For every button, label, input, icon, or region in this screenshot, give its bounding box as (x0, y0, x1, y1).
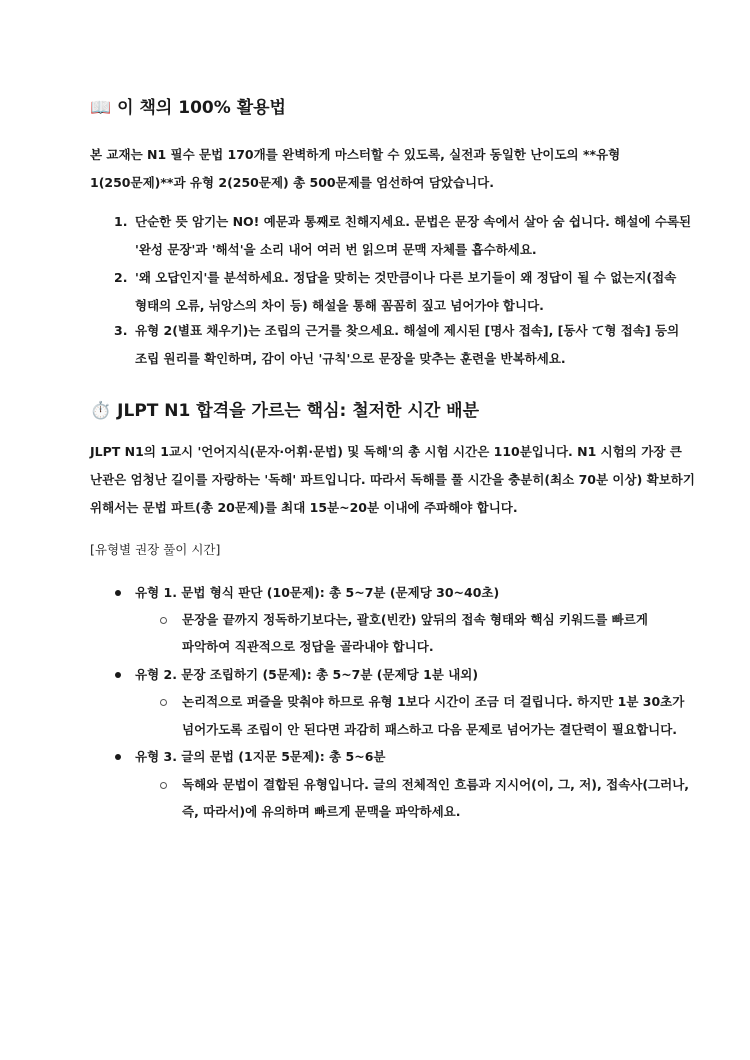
section-timing-heading (90, 400, 479, 422)
list-item-line: 단순한 뜻 암기는 NO! 예문과 통째로 친해지세요. 문법은 문장 속에서 살아 숨 쉽니다. 해설에 수록된 (135, 214, 692, 229)
sub-item-line: 파악하여 직관적으로 정답을 골라내야 합니다. (182, 639, 434, 654)
open-book-icon: 📖 (90, 98, 112, 118)
list-item-line: '왜 오답인지'를 분석하세요. 정답을 맞히는 것만큼이나 다른 보기들이 왜 정답이 될 수 없는지(접속 (135, 270, 677, 285)
circle-bullet-icon (160, 782, 167, 789)
intro-line: 1(250문제)**과 유형 2(250문제) 총 500문제를 엄선하여 담았습니다. (90, 175, 494, 190)
bullet-icon (115, 672, 121, 678)
bullet-item: 유형 3. 글의 문법 (1지문 5문제): 총 5~6분 (135, 749, 386, 764)
intro-line: JLPT N1의 1교시 '언어지식(문자·어휘·문법) 및 독해'의 총 시험 시간은 110분입니다. N1 시험의 가장 큰 (90, 444, 682, 459)
section-usage-heading (90, 97, 286, 119)
sub-item-line: 논리적으로 퍼즐을 맞춰야 하므로 유형 1보다 시간이 조금 더 걸립니다. 하지만 1분 30초가 (182, 694, 685, 709)
intro-line: 위해서는 문법 파트(총 20문제)를 최대 15분~20분 이내에 주파해야 합니다. (90, 500, 518, 515)
intro-line: 난관은 엄청난 길이를 자랑하는 '독해' 파트입니다. 따라서 독해를 풀 시간을 충분히(최소 70분 이상) 확보하기 (90, 472, 695, 487)
list-number: 3. (114, 323, 128, 338)
subheading: [유형별 권장 풀이 시간] (90, 542, 221, 557)
list-number: 2. (114, 270, 128, 285)
list-item-line: 조립 원리를 확인하며, 감이 아닌 '규칙'으로 문장을 맞추는 훈련을 반복하세요. (135, 351, 566, 366)
list-item-line: '완성 문장'과 '해석'을 소리 내어 여러 번 읽으며 문맥 자체를 흡수하세요. (135, 242, 537, 257)
sub-item-line: 독해와 문법이 결합된 유형입니다. 글의 전체적인 흐름과 지시어(이, 그, 저), 접속사(그러나, (182, 777, 690, 792)
heading-text: 이 책의 100% 활용법 (117, 98, 286, 118)
stopwatch-icon: ⏱️ (90, 401, 112, 421)
intro-line: 본 교재는 N1 필수 문법 170개를 완벽하게 마스터할 수 있도록, 실전과 동일한 난이도의 **유형 (90, 147, 621, 162)
bullet-item: 유형 1. 문법 형식 판단 (10문제): 총 5~7분 (문제당 30~40초) (135, 585, 500, 600)
sub-item-line: 즉, 따라서)에 유의하며 빠르게 문맥을 파악하세요. (182, 804, 461, 819)
circle-bullet-icon (160, 617, 167, 624)
list-number: 1. (114, 214, 128, 229)
bullet-icon (115, 590, 121, 596)
sub-item-line: 문장을 끝까지 정독하기보다는, 괄호(빈칸) 앞뒤의 접속 형태와 핵심 키워드를 빠르게 (182, 612, 648, 627)
list-item-line: 형태의 오류, 뉘앙스의 차이 등) 해설을 통해 꼼꼼히 짚고 넘어가야 합니다. (135, 298, 544, 313)
bullet-icon (115, 754, 121, 760)
circle-bullet-icon (160, 699, 167, 706)
bullet-item: 유형 2. 문장 조립하기 (5문제): 총 5~7분 (문제당 1분 내외) (135, 667, 479, 682)
list-item-line: 유형 2(별표 채우기)는 조립의 근거를 찾으세요. 해설에 제시된 [명사 접속], [동사 て형 접속] 등의 (135, 323, 680, 338)
heading-text: JLPT N1 합격을 가르는 핵심: 철저한 시간 배분 (117, 401, 479, 421)
sub-item-line: 넘어가도록 조립이 안 된다면 과감히 패스하고 다음 문제로 넘어가는 결단력이 필요합니다. (182, 722, 678, 737)
